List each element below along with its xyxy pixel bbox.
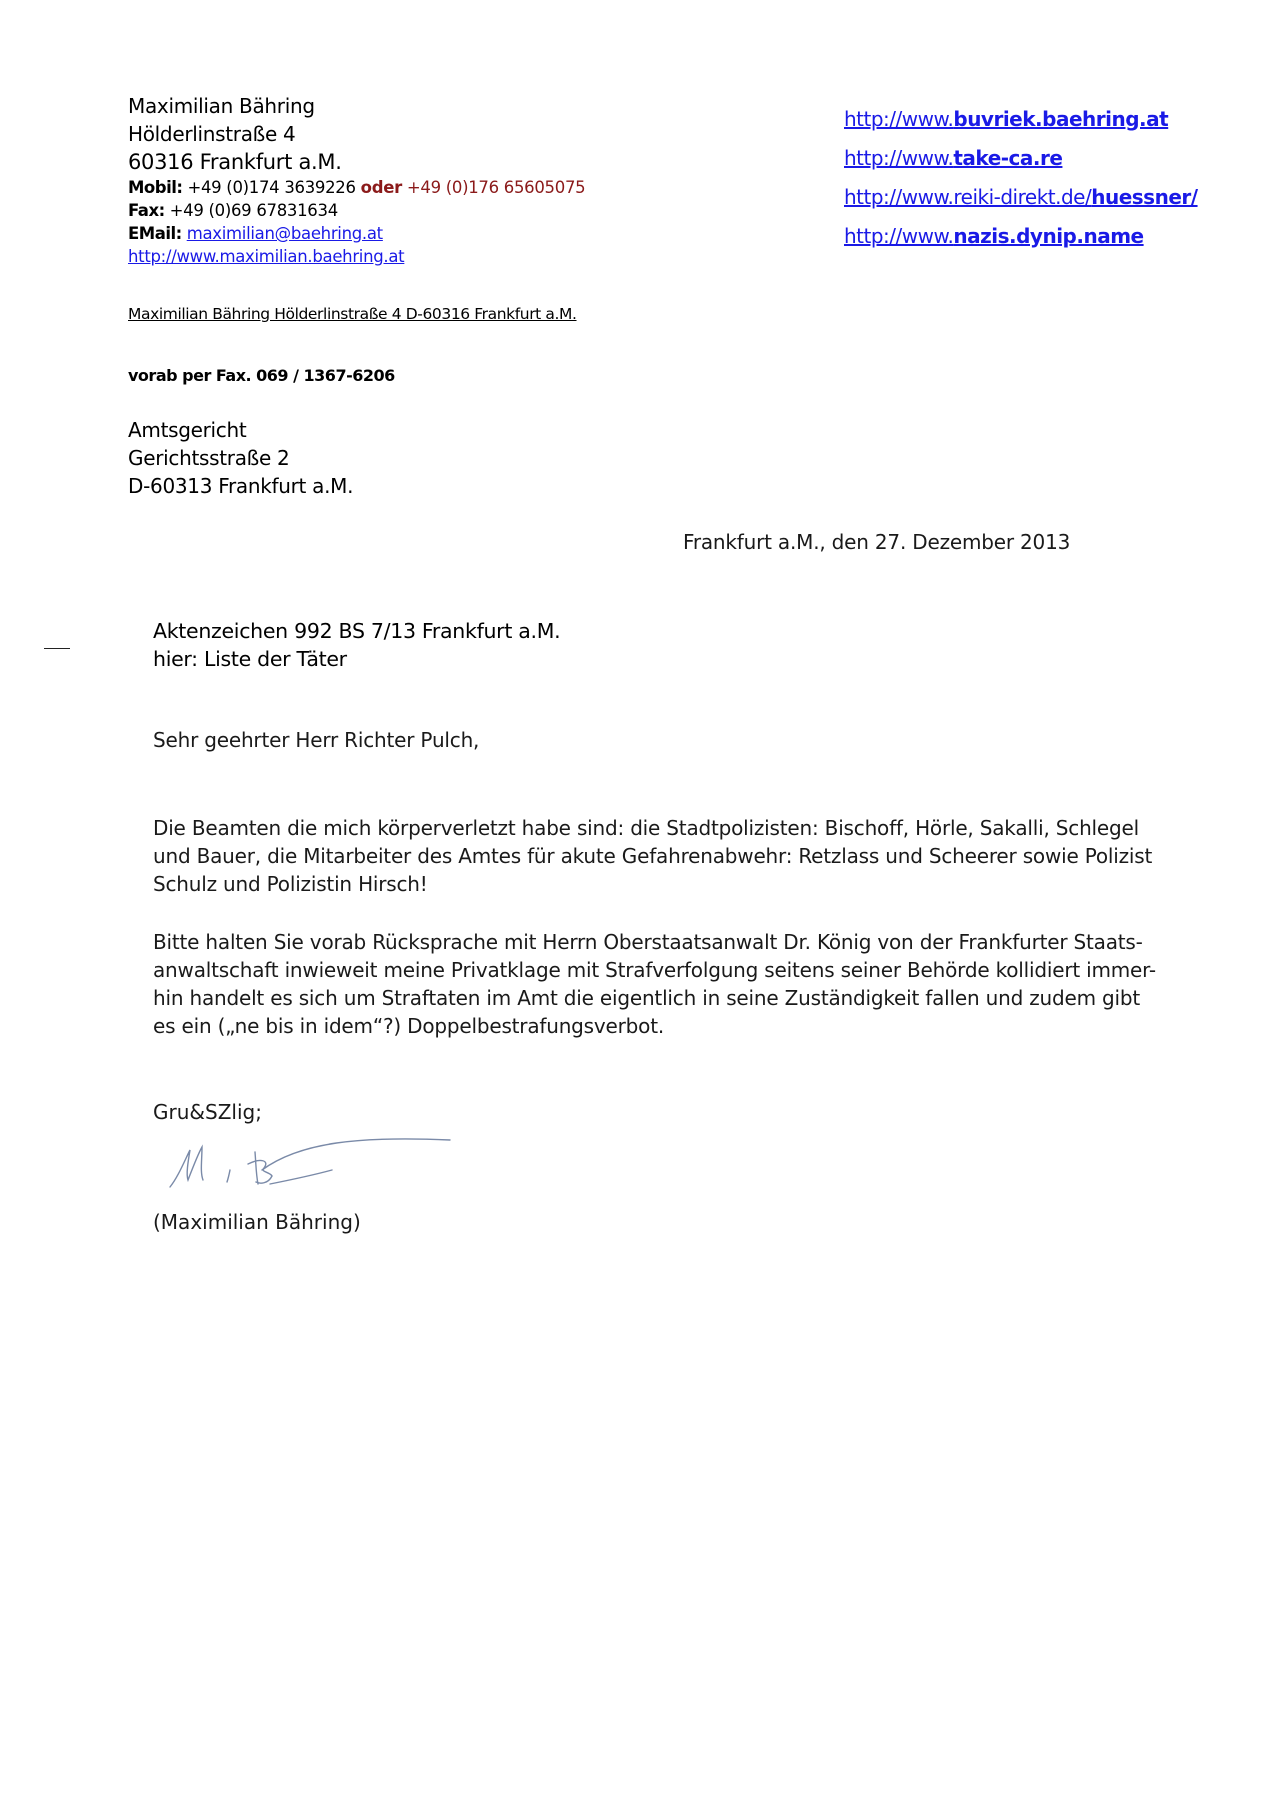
signature-stroke	[170, 1147, 203, 1187]
weblinks-list	[844, 100, 1198, 256]
sender-mobile-line	[128, 176, 585, 199]
closing: Gru&SZlig;	[153, 1100, 262, 1124]
body-paragraph-2	[153, 928, 1193, 1040]
weblink-reiki[interactable]: http://www.reiki-direkt.de/huessner/	[844, 185, 1198, 209]
mobile-number-2: +49 (0)176 65605075	[406, 178, 586, 197]
paragraph-line: Die Beamten die mich körperverletzt habe sind: die Stadtpolizisten: Bischoff, Hörle, Sakalli, Schlegel	[153, 816, 1139, 840]
email-label: EMail:	[128, 224, 182, 243]
signature-stroke	[227, 1170, 230, 1182]
return-address: Maximilian Bähring Hölderlinstraße 4 D-60316 Frankfurt a.M.	[128, 305, 577, 323]
weblink-buvriek[interactable]: http://www.buvriek.baehring.at	[844, 107, 1169, 131]
signer-name: (Maximilian Bähring)	[153, 1210, 361, 1234]
recipient-line-1: Amtsgericht	[128, 418, 247, 442]
sender-email-line	[128, 222, 585, 245]
subject-line-2: hier: Liste der Täter	[153, 647, 347, 671]
signature-stroke	[248, 1152, 272, 1184]
paragraph-line: anwaltschaft inwieweit meine Privatklage mit Strafverfolgung seitens seiner Behörde kollidiert immer-	[153, 958, 1156, 982]
weblink-take-care[interactable]: http://www.take-ca.re	[844, 146, 1063, 170]
body-paragraph-1	[153, 814, 1193, 898]
paragraph-line: Bitte halten Sie vorab Rücksprache mit Herrn Oberstaatsanwalt Dr. König von der Frankfurter Staats-	[153, 930, 1143, 954]
sender-block	[128, 92, 585, 268]
subject-line-1: Aktenzeichen 992 BS 7/13 Frankfurt a.M.	[153, 619, 561, 643]
signature-stroke	[270, 1170, 332, 1184]
fax-number: +49 (0)69 67831634	[169, 201, 338, 220]
weblink-item	[844, 139, 1198, 178]
website-link[interactable]: http://www.maximilian.baehring.at	[128, 247, 405, 266]
paragraph-line: es ein („ne bis in idem“?) Doppelbestrafungsverbot.	[153, 1014, 664, 1038]
mobile-or: oder	[360, 178, 402, 197]
sender-name: Maximilian Bähring	[128, 94, 315, 118]
weblink-dynip[interactable]: http://www.nazis.dynip.name	[844, 224, 1144, 248]
paragraph-line: hin handelt es sich um Straftaten im Amt die eigentlich in seine Zuständigkeit fallen und zudem gibt	[153, 986, 1141, 1010]
paragraph-line: Schulz und Polizistin Hirsch!	[153, 872, 428, 896]
sender-website-line	[128, 245, 585, 268]
sender-city: 60316 Frankfurt a.M.	[128, 150, 342, 174]
mobile-number-1: +49 (0)174 3639226	[187, 178, 356, 197]
recipient-line-3: D-60313 Frankfurt a.M.	[128, 474, 354, 498]
weblink-item	[844, 217, 1198, 256]
email-link[interactable]: maximilian@baehring.at	[186, 224, 383, 243]
handwritten-signature	[160, 1122, 460, 1202]
fold-mark	[44, 648, 70, 649]
signature-stroke	[262, 1139, 450, 1170]
fax-label: Fax:	[128, 201, 165, 220]
date-line: Frankfurt a.M., den 27. Dezember 2013	[683, 530, 1071, 554]
weblink-item	[844, 100, 1198, 139]
subject-block	[153, 617, 560, 673]
recipient-line-2: Gerichtsstraße 2	[128, 446, 290, 470]
recipient-address	[128, 416, 353, 500]
paragraph-line: und Bauer, die Mitarbeiter des Amtes für akute Gefahrenabwehr: Retzlass und Scheerer sowie Polizist	[153, 844, 1153, 868]
mobile-label: Mobil:	[128, 178, 183, 197]
sender-street: Hölderlinstraße 4	[128, 122, 296, 146]
salutation: Sehr geehrter Herr Richter Pulch,	[153, 728, 480, 752]
fax-note: vorab per Fax. 069 / 1367-6206	[128, 366, 395, 385]
sender-fax-line	[128, 199, 585, 222]
weblink-item	[844, 178, 1198, 217]
